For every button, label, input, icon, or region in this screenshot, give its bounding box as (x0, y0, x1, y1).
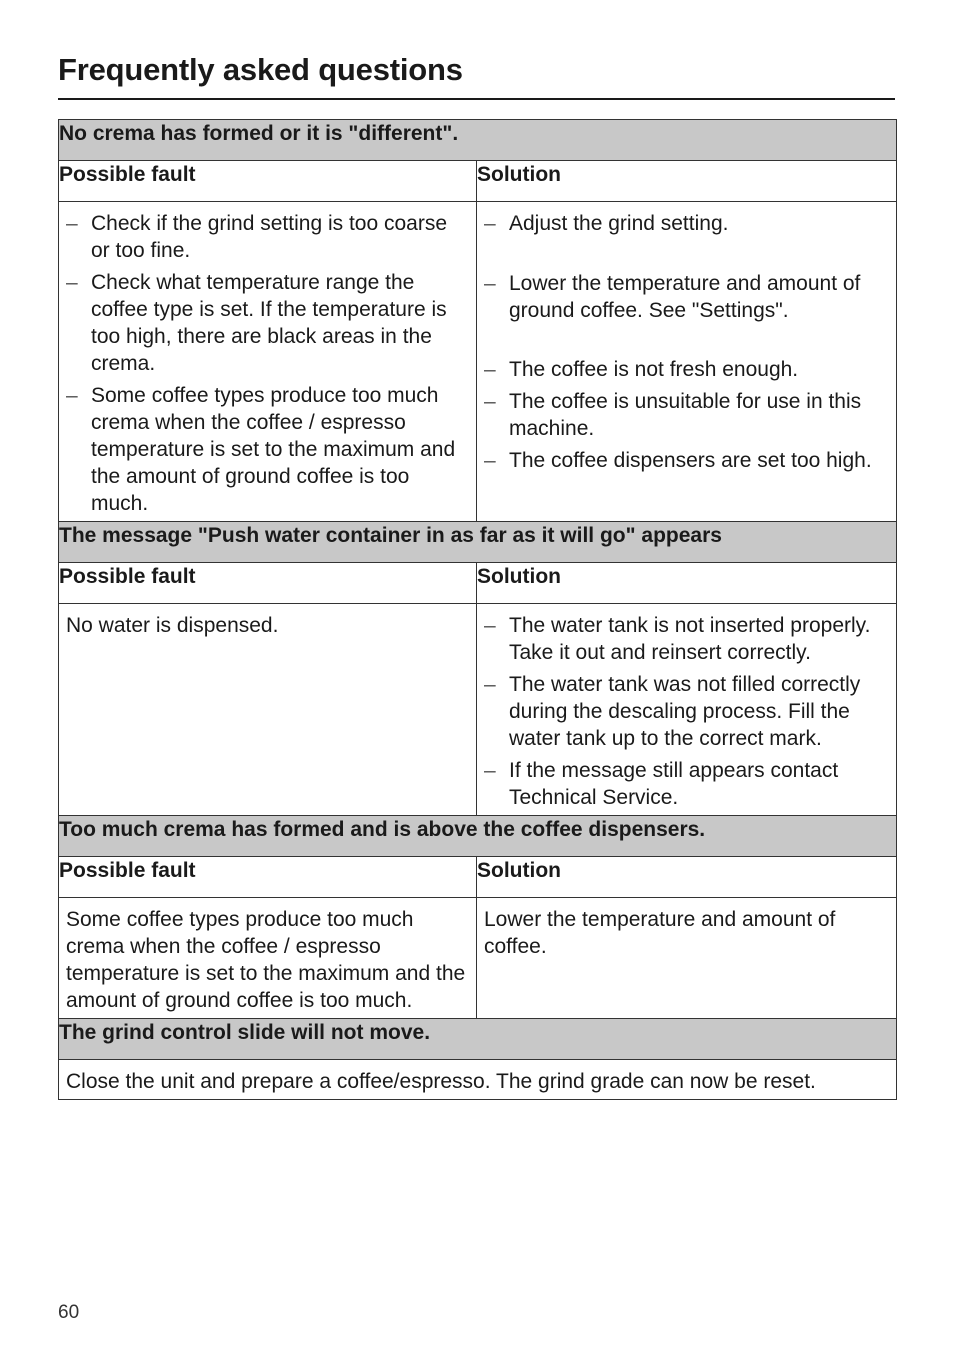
solution-cell (59, 1060, 897, 1100)
section-heading-grind-control-slide (59, 1019, 897, 1060)
section-heading-text: The message "Push water container in as far as it will go" appears (59, 522, 897, 563)
column-header-solution: Solution (477, 563, 897, 604)
fault-list (66, 210, 469, 517)
fault-text: Some coffee types produce too much crema when the coffee / espresso temperature is set to the maximum and the amount of ground coffee is too much. (66, 908, 466, 1012)
column-header-row (59, 161, 897, 202)
solution-cell (477, 898, 897, 1019)
column-header-solution: Solution (477, 161, 897, 202)
column-header-solution: Solution (477, 857, 897, 898)
list-item: – The coffee is unsuitable for use in this machine. (484, 388, 889, 442)
solution-text: Lower the temperature and amount of coffee. (484, 908, 836, 958)
section-heading-push-water-container (59, 522, 897, 563)
title-rule (58, 98, 895, 100)
section-heading-text: Too much crema has formed and is above the coffee dispensers. (59, 816, 897, 857)
page-title: Frequently asked questions (58, 52, 463, 87)
column-header-row (59, 857, 897, 898)
fault-text: No water is dispensed. (66, 614, 279, 637)
solution-cell (477, 604, 897, 816)
list-item: – The water tank was not filled correctly during the descaling process. Fill the water tank up to the correct mark. (484, 671, 889, 752)
column-header-possible-fault: Possible fault (59, 563, 477, 604)
list-item: – If the message still appears contact Technical Service. (484, 757, 889, 811)
faq-table (58, 119, 897, 1100)
column-header-possible-fault: Possible fault (59, 857, 477, 898)
column-header-row (59, 563, 897, 604)
solution-row (59, 1060, 897, 1100)
fault-solution-row (59, 898, 897, 1019)
section-heading-text: No crema has formed or it is "different". (59, 120, 897, 161)
list-item: – Adjust the grind setting. (484, 210, 889, 237)
solution-list (484, 210, 889, 474)
solution-text: Close the unit and prepare a coffee/espresso. The grind grade can now be reset. (66, 1070, 816, 1093)
list-item: – Check what temperature range the coffee type is set. If the temperature is too high, there are black areas in the crema. (66, 269, 469, 377)
fault-solution-row (59, 202, 897, 522)
section-heading-too-much-crema (59, 816, 897, 857)
page-number: 60 (58, 1302, 80, 1323)
fault-solution-row (59, 604, 897, 816)
section-heading-text: The grind control slide will not move. (59, 1019, 897, 1060)
list-item: – Some coffee types produce too much crema when the coffee / espresso temperature is set to the maximum and the amount of ground coffee is too much. (66, 382, 469, 517)
list-item: – Lower the temperature and amount of ground coffee. See "Settings". (484, 270, 889, 324)
section-heading-no-crema (59, 120, 897, 161)
list-item: – The coffee is not fresh enough. (484, 356, 889, 383)
solution-cell (477, 202, 897, 522)
list-item: – The coffee dispensers are set too high. (484, 447, 889, 474)
solution-list (484, 612, 889, 811)
fault-cell (59, 898, 477, 1019)
fault-cell (59, 604, 477, 816)
list-item: – The water tank is not inserted properly. Take it out and reinsert correctly. (484, 612, 889, 666)
list-item: – Check if the grind setting is too coarse or too fine. (66, 210, 469, 264)
column-header-possible-fault: Possible fault (59, 161, 477, 202)
fault-cell (59, 202, 477, 522)
